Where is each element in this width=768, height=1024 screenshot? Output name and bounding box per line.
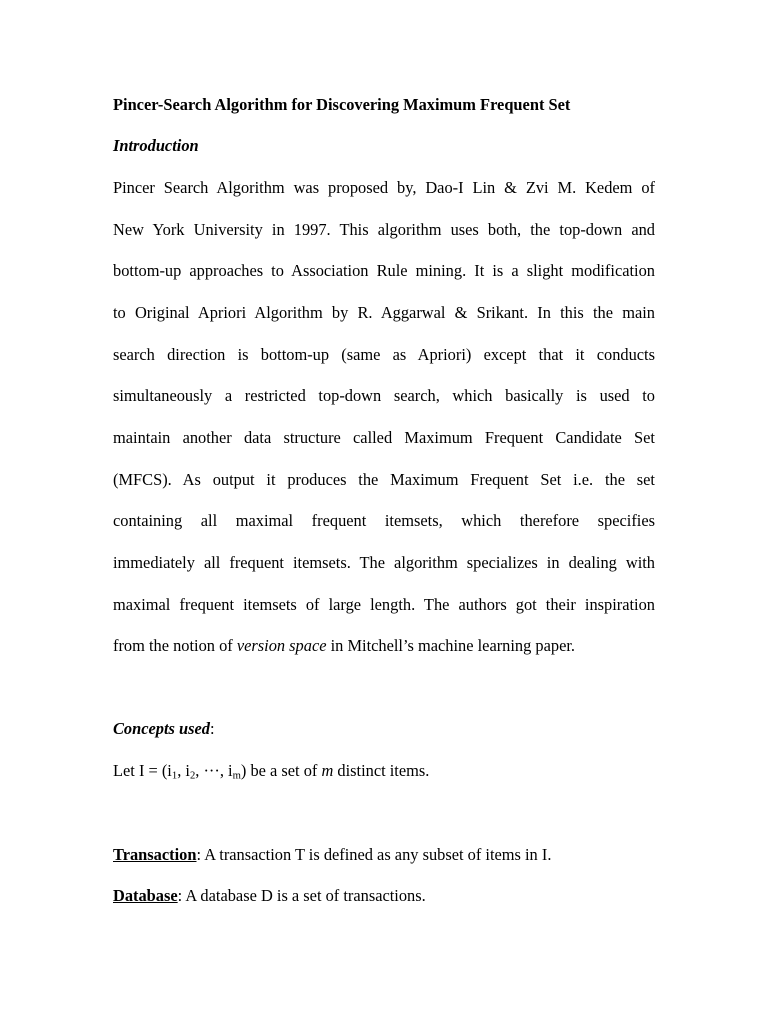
intro-last-text-before: from the notion of (113, 636, 237, 655)
intro-line-1: Pincer Search Algorithm was proposed by, Dao-I Lin & Zvi M. Kedem of (113, 178, 655, 197)
transaction-text: : A transaction T is defined as any subset of items in I. (196, 845, 552, 864)
concepts-heading-line (113, 719, 655, 739)
intro-line-12 (113, 636, 655, 656)
intro-line-3: bottom-up approaches to Association Rule mining. It is a slight modification (113, 261, 655, 280)
item-subscript-m: m (232, 770, 241, 782)
item-subscript-2: 2 (189, 770, 196, 782)
intro-line-5: search direction is bottom-up (same as Apriori) except that it conducts (113, 345, 655, 364)
intro-last-text-after: in Mitchell’s machine learning paper. (326, 636, 576, 655)
document-title: Pincer-Search Algorithm for Discovering Maximum Frequent Set (113, 95, 571, 114)
database-term: Database (113, 886, 178, 905)
items-text: ) be a set of (240, 761, 322, 780)
introduction-heading: Introduction (113, 136, 199, 155)
items-text: Let I = (i (113, 761, 172, 780)
transaction-definition (113, 845, 655, 865)
intro-line-7: maintain another data structure called Maximum Frequent Candidate Set (113, 428, 655, 447)
intro-line-4: to Original Apriori Algorithm by R. Aggarwal & Srikant. In this the main (113, 303, 655, 322)
intro-line-8: (MFCS). As output it produces the Maximum Frequent Set i.e. the set (113, 470, 655, 489)
concepts-heading: Concepts used (113, 719, 210, 738)
item-subscript-1: 1 (171, 770, 178, 782)
transaction-term: Transaction (113, 845, 197, 864)
intro-line-10: immediately all frequent itemsets. The algorithm specializes in dealing with (113, 553, 655, 572)
intro-line-9: containing all maximal frequent itemsets, which therefore specifies (113, 511, 655, 530)
items-text: , i (177, 761, 190, 780)
database-definition (113, 886, 655, 906)
version-space-term: version space (236, 636, 327, 655)
m-variable: m (321, 761, 334, 780)
items-text: , ···, i (195, 761, 233, 780)
intro-line-6: simultaneously a restricted top-down search, which basically is used to (113, 386, 655, 405)
items-definition-line (113, 761, 655, 781)
intro-line-11: maximal frequent itemsets of large length. The authors got their inspiration (113, 595, 655, 614)
database-text: : A database D is a set of transactions. (177, 886, 426, 905)
items-text: distinct items. (333, 761, 430, 780)
intro-line-2: New York University in 1997. This algorithm uses both, the top-down and (113, 220, 655, 239)
concepts-colon: : (209, 719, 215, 738)
